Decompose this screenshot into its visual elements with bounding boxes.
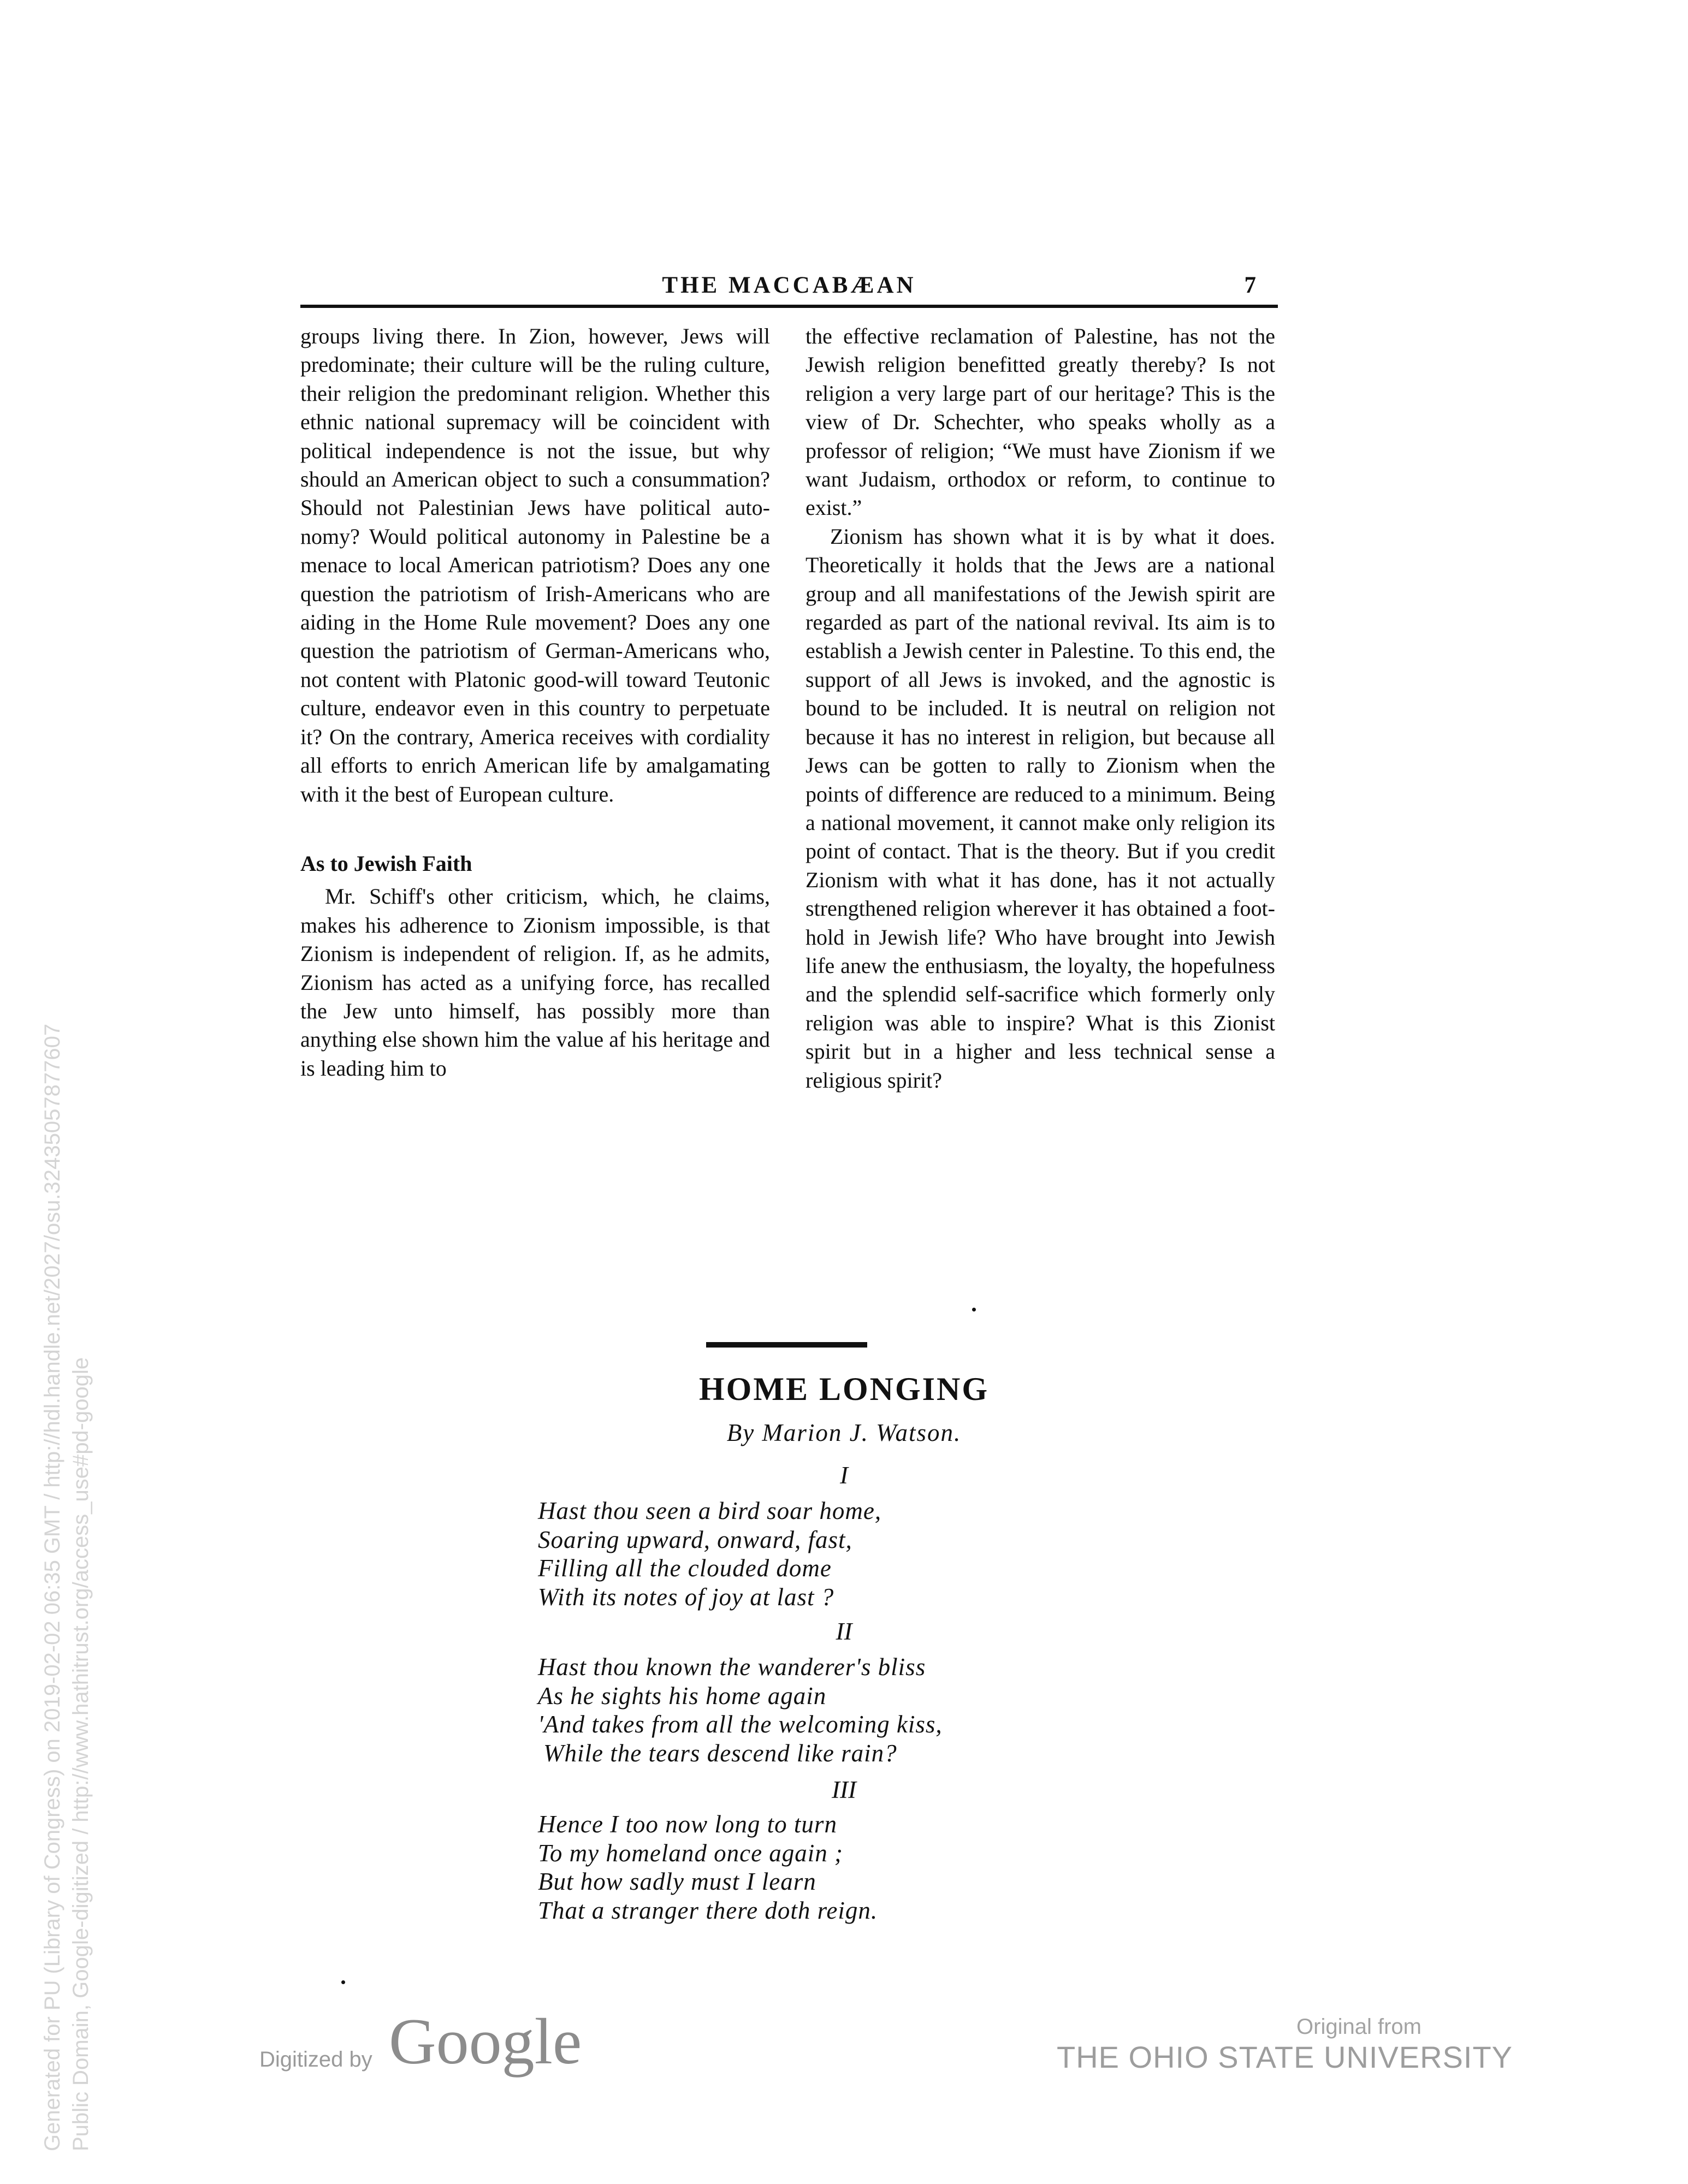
- digitized-by-label: Digitized by: [259, 2048, 372, 2072]
- poem-stanza: [538, 1810, 1084, 1925]
- article-right-column: [805, 322, 1275, 1095]
- poem-line: Hast thou known the wanderer's bliss: [538, 1653, 926, 1681]
- poem-line: With its notes of joy at last ?: [538, 1583, 834, 1611]
- ink-speck: [972, 1308, 976, 1311]
- poem-line: Hast thou seen a bird soar home,: [538, 1497, 882, 1524]
- paragraph: the effective reclamation of Palestine, has not the Jewish religion benefitted greatly thereby? Is not religion a very large part of our heritage? This is the view of Dr. Schechter, who speaks wholly as a professor of religion; “We must have Zionism if we want Judaism, orthodox or reform, to continue to exist.”: [805, 324, 1275, 520]
- section-divider: [706, 1342, 867, 1348]
- journal-title: THE MACCABÆAN: [662, 272, 916, 298]
- google-logo: Google: [389, 2005, 582, 2078]
- poem-line: To my homeland once again ;: [538, 1839, 844, 1867]
- paragraph: groups living there. In Zion, however, Jews will predominate; their culture will be the ruling culture, their religion the predominant religion. Whether this ethnic national supremacy will be coincident with political independence is not the issue, but why should an American object to such a consummation? Should not Palestinian Jews have political autonomy? Would political autonomy in Palestine be a menace to local American patriotism? Does any one question the patriotism of Irish-Americans who are aiding in the Home Rule movement? Does any one question the patriotism of German-Americans who, not content with Platonic good-will toward Teutonic culture, endeavor even in this country to perpetuate it? On the contrary, America receives with cordiality all efforts to enrich American life by amalgamating with it the best of European culture.: [300, 324, 770, 806]
- poem-line: Soaring upward, onward, fast,: [538, 1526, 852, 1553]
- university-name: THE OHIO STATE UNIVERSITY: [1057, 2040, 1513, 2074]
- running-head: [300, 272, 1278, 308]
- paragraph: Zionism has shown what it is by what it does. Theoretically it holds that the Jews are a national group and all manifestations of the Jewish spirit are regarded as part of the national revival. Its aim is to establish a Jewish center in Palestine. To this end, the support of all Jews is invoked, and the agnostic is bound to be included. It is neutral on religion not because it has no interest in religion, but because all Jews can be gotten to rally to Zionism when the points of difference are reduced to a minimum. Being a national movement, it cannot make only religion its point of contact. That is the theory. But if you credit Zionism with what it has done, has it not actually strengthened religion wherever it has obtained a foothold in Jewish life? Who have brought into Jewish life anew the enthusiasm, the loyalty, the hopefulness and the splendid self-sacrifice which formerly only religion was able to inspire? What is this Zionist spirit but in a higher and less technical sense a religious spirit?: [805, 524, 1275, 1093]
- poem-stanza: [538, 1497, 1084, 1611]
- poem-line: As he sights his home again: [538, 1682, 827, 1710]
- watermark-line: Public Domain, Google-digitized / http://www.hathitrust.org/access_use#pd-google: [69, 1357, 93, 2151]
- poem-line: 'And takes from all the welcoming kiss,: [538, 1711, 943, 1738]
- stanza-number: I: [840, 1462, 848, 1489]
- poem-line: But how sadly must I learn: [538, 1868, 816, 1895]
- poem-stanza: [538, 1653, 1084, 1767]
- poem-byline: By Marion J. Watson.: [726, 1419, 962, 1446]
- poem-line: Filling all the clouded dome: [538, 1554, 832, 1582]
- poem-line: While the tears descend like rain?: [543, 1739, 897, 1767]
- hathitrust-watermark: [38, 1024, 95, 2151]
- watermark-line: Generated for PU (Library of Congress) on 2019-02-02 06:35 GMT / http://hdl.handle.net/2027/osu.32435057877607: [40, 1023, 64, 2151]
- poem-line: Hence I too now long to turn: [538, 1811, 837, 1838]
- original-source: [1057, 2015, 1513, 2075]
- poem-line: That a stranger there doth reign.: [538, 1896, 878, 1924]
- paragraph: Mr. Schiff's other criticism, which, he claims, makes his adherence to Zionism impossible, is that Zionism is independent of religion. If, as he admits, Zionism has acted as a unifying force, has recalled the Jew unto himself, has possibly more than anything else shown him the value af his heritage and is leading him to: [300, 884, 770, 1081]
- ink-speck: [341, 1980, 345, 1984]
- section-subheading: As to Jewish Faith: [300, 851, 472, 876]
- article-left-column: [300, 322, 770, 1083]
- page-number: 7: [1244, 272, 1256, 298]
- stanza-number: III: [832, 1776, 856, 1803]
- stanza-number: II: [836, 1618, 852, 1645]
- original-from-label: Original from: [1296, 2015, 1422, 2039]
- poem-title: HOME LONGING: [698, 1371, 990, 1407]
